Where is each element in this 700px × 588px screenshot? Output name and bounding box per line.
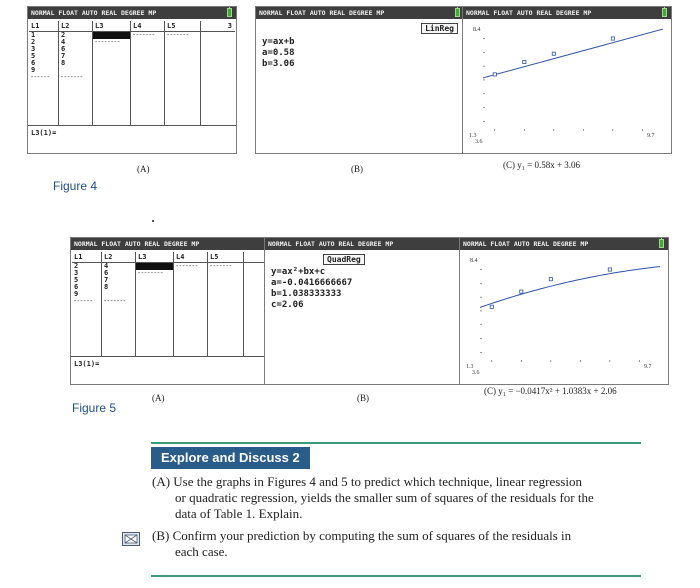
- part-b-line: each case.: [175, 544, 228, 559]
- regression-curve: [480, 267, 660, 308]
- caption-b: (B): [351, 164, 363, 174]
- status-bar: [265, 238, 473, 250]
- list-cell: 7: [104, 276, 109, 284]
- fig4-graph-screen: [462, 6, 672, 154]
- dash-row: ------: [73, 297, 93, 305]
- regression-line: y=ax²+bx+c: [271, 267, 326, 277]
- status-text: NORMAL FLOAT AUTO REAL DEGREE MP: [31, 9, 157, 17]
- part-b-line: (B) Confirm your prediction by computing the sum of squares of the residuals in: [152, 528, 572, 543]
- status-bar: [256, 7, 464, 19]
- list-cell: 6: [61, 45, 66, 53]
- entry-line[interactable]: L3(1)=: [74, 360, 100, 368]
- data-point: [611, 37, 614, 40]
- regression-line: b=1.038333333: [271, 289, 342, 299]
- fig4-list-editor-screen: [27, 6, 237, 154]
- part-a-line: (A) Use the graphs in Figures 4 and 5 to predict which technique, linear regression: [152, 474, 582, 489]
- list-cell: 8: [61, 59, 66, 67]
- bottom-rule: [151, 575, 641, 577]
- caption-a: (A): [152, 393, 165, 403]
- xmin-label: 3.6: [475, 139, 483, 145]
- divider: [71, 356, 279, 357]
- battery-icon: [455, 8, 460, 17]
- list-cell: 4: [104, 262, 109, 270]
- status-text: NORMAL FLOAT AUTO REAL DEGREE MP: [463, 240, 589, 248]
- list-cell: 4: [61, 38, 66, 46]
- xmin-label: 3.6: [472, 370, 480, 376]
- status-text: NORMAL FLOAT AUTO REAL DEGREE MP: [268, 240, 394, 248]
- list-cell: 5: [74, 276, 79, 284]
- regression-curve: [483, 29, 663, 78]
- list-column-l2: [102, 252, 136, 356]
- figure-4-label: Figure 4: [53, 179, 98, 193]
- plot-group: [480, 267, 660, 362]
- stray-dot: [152, 220, 154, 222]
- status-text: NORMAL FLOAT AUTO REAL DEGREE MP: [259, 9, 385, 17]
- xmax-label: 9.7: [647, 133, 655, 139]
- battery-icon: [227, 8, 232, 17]
- caption-a: (A): [137, 164, 150, 174]
- caption-c: (C) y₁ = −0.0417x² + 1.0383x + 2.06: [484, 386, 617, 396]
- dash-row: -------: [175, 262, 198, 270]
- regression-title: QuadReg: [323, 254, 365, 265]
- fig4-linreg-screen: [255, 6, 465, 154]
- status-bar: [463, 7, 671, 19]
- column-header: L1: [72, 252, 101, 263]
- list-grid: [72, 252, 278, 356]
- explore-title: Explore and Discuss 2: [151, 447, 310, 469]
- list-cell: 7: [61, 52, 66, 60]
- regression-plot: [460, 250, 668, 384]
- dash-row: -------: [166, 31, 189, 39]
- column-header: L4: [174, 252, 207, 263]
- list-column-extra: [201, 21, 235, 125]
- column-header: 3: [201, 21, 235, 32]
- regression-line: a=0.58: [262, 48, 295, 58]
- column-header: L1: [29, 21, 58, 32]
- ymax-label: 8.4: [473, 27, 481, 33]
- list-cell: 2: [61, 31, 66, 39]
- ymin-label: 1.3: [469, 133, 477, 139]
- data-point: [493, 73, 496, 76]
- data-point: [523, 60, 526, 63]
- part-a-line: data of Table 1. Explain.: [175, 506, 303, 521]
- ymax-label: 8.4: [470, 258, 478, 264]
- list-column-l2: [59, 21, 93, 125]
- regression-title: LinReg: [421, 23, 458, 34]
- column-header: L4: [131, 21, 164, 32]
- regression-plot: [463, 19, 671, 153]
- status-bar: [71, 238, 279, 250]
- list-column-l3[interactable]: [136, 252, 174, 356]
- column-header: L2: [102, 252, 135, 263]
- fig5-list-editor-screen: [70, 237, 280, 385]
- xmax-label: 9.7: [644, 364, 652, 370]
- list-column-l4: [131, 21, 165, 125]
- list-cell: 2: [74, 262, 79, 270]
- status-text: NORMAL FLOAT AUTO REAL DEGREE MP: [466, 9, 592, 17]
- column-header: L5: [208, 252, 243, 263]
- figure-5-label: Figure 5: [72, 401, 117, 415]
- column-header: L2: [59, 21, 92, 32]
- status-text: NORMAL FLOAT AUTO REAL DEGREE MP: [74, 240, 200, 248]
- list-cell: 6: [104, 269, 109, 277]
- list-cell: 3: [31, 45, 36, 53]
- list-cell: 6: [31, 59, 36, 67]
- fig5-quadreg-screen: [264, 237, 474, 385]
- caption-b: (B): [357, 393, 369, 403]
- caption-c: (C) y₁ = 0.58x + 3.06: [503, 160, 581, 170]
- data-point: [608, 268, 611, 271]
- list-column-l1: [29, 21, 59, 125]
- battery-icon: [662, 8, 667, 17]
- plot-group: [483, 29, 663, 131]
- list-cell: 3: [74, 269, 79, 277]
- dash-row: --------: [137, 269, 163, 277]
- calculator-icon: [122, 532, 140, 546]
- data-point: [490, 305, 493, 308]
- part-a-text: [152, 474, 594, 522]
- column-header: L3: [136, 252, 173, 263]
- column-header: L3: [93, 21, 130, 32]
- list-cell: 2: [31, 38, 36, 46]
- list-cell: 6: [74, 283, 79, 291]
- dash-row: -------: [132, 31, 155, 39]
- list-cell: 5: [31, 52, 36, 60]
- data-point: [520, 290, 523, 293]
- list-column-l5: [208, 252, 244, 356]
- list-column-l4: [174, 252, 208, 356]
- status-bar: [28, 7, 236, 19]
- list-column-l1: [72, 252, 102, 356]
- status-bar: [460, 238, 668, 250]
- list-column-l5: [165, 21, 201, 125]
- list-cell: 9: [31, 66, 36, 74]
- dash-row: -------: [60, 73, 83, 81]
- data-point: [552, 52, 555, 55]
- dash-row: --------: [94, 38, 120, 46]
- list-column-l3[interactable]: [93, 21, 131, 125]
- dash-row: -------: [103, 297, 126, 305]
- list-cell: 8: [104, 283, 109, 291]
- list-grid: [29, 21, 235, 125]
- list-cell: 9: [74, 290, 79, 298]
- fig5-graph-screen: [459, 237, 669, 385]
- dash-row: ------: [30, 73, 50, 81]
- ymin-label: 1.3: [466, 364, 474, 370]
- part-b-text: [152, 528, 571, 560]
- entry-line[interactable]: L3(1)=: [31, 129, 57, 137]
- explore-box-header: [151, 442, 641, 468]
- regression-line: y=ax+b: [262, 37, 295, 47]
- regression-line: b=3.06: [262, 59, 295, 69]
- list-cell: 1: [31, 31, 36, 39]
- regression-line: a=-0.0416666667: [271, 278, 353, 288]
- battery-icon: [659, 239, 664, 248]
- data-point: [549, 278, 552, 281]
- divider: [28, 125, 236, 126]
- dash-row: -------: [209, 262, 232, 270]
- part-a-line: or quadratic regression, yields the smaller sum of squares of the residuals for the: [175, 490, 594, 505]
- column-header: L5: [165, 21, 200, 32]
- regression-line: c=2.06: [271, 300, 304, 310]
